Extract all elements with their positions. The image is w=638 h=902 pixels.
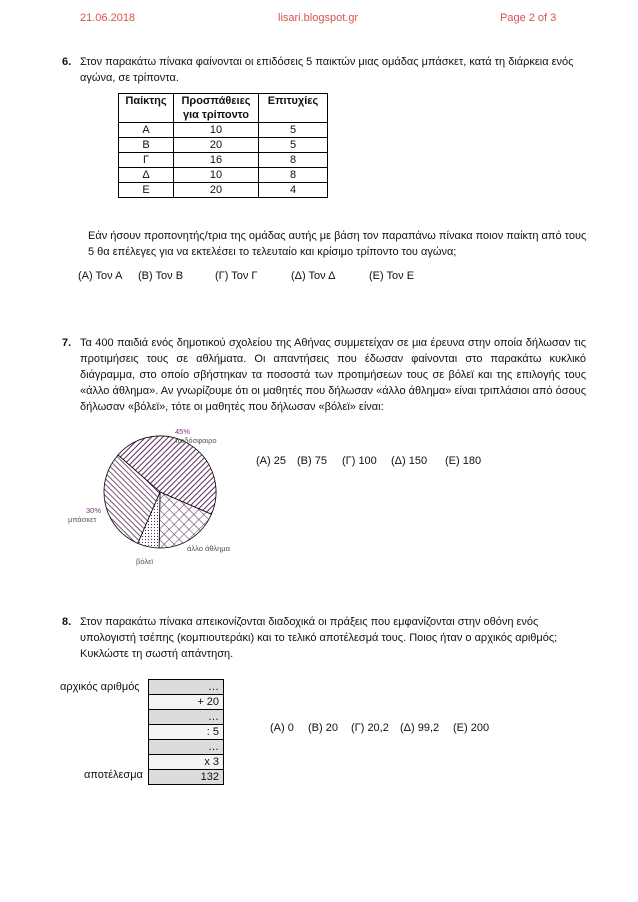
pie-label-basketball [68, 506, 102, 524]
q6-option-a[interactable]: (Α) Τον Α [78, 270, 123, 282]
table-row [119, 168, 328, 183]
calc-result-label: αποτέλεσμα [84, 769, 143, 781]
col-player: Παίκτης [119, 94, 174, 123]
q7-text [80, 335, 586, 415]
calc-cell-op: : 5 [148, 724, 224, 740]
q6-number: 6. [62, 56, 72, 68]
q7-option-b[interactable]: (Β) 75 [297, 455, 327, 467]
pie-percent-basketball: 30% [86, 506, 102, 515]
pie-name-football: ποδόσφαιρο [175, 436, 217, 445]
q7-option-e[interactable]: (Ε) 180 [445, 455, 482, 467]
q8-text-line: Στον παρακάτω πίνακα απεικονίζονται διαδοχικά οι πράξεις που εμφανίζονται στην οθόνη ενός [80, 616, 539, 628]
players-table [118, 93, 328, 198]
calc-cell-op: x 3 [148, 754, 224, 770]
q6-option-d[interactable]: (Δ) Τον Δ [291, 270, 336, 282]
table-cell: 20 [174, 183, 259, 198]
q6-option-b[interactable]: (Β) Τον Β [138, 270, 184, 282]
q7-option-d[interactable]: (Δ) 150 [391, 455, 428, 467]
q8-text-line: υπολογιστή τσέπης (κομπιουτεράκι) και το τελικό αποτέλεσμά τους. Ποιος ήταν ο αρχικός αριθμός; [80, 632, 558, 644]
table-cell: 20 [174, 138, 259, 153]
q6-text-line: Στον παρακάτω πίνακα φαίνονται οι επιδόσεις 5 παικτών μιας ομάδας μπάσκετ, κατά τη διάρκεια ενός [80, 56, 574, 68]
q6-text-line: αγώνα, σε τρίποντα. [80, 72, 179, 84]
q7-text-line: διάγραμμα, στο οποίο σβήστηκαν τα ποσοστά των προτιμήσεων τους σε βόλεϊ και της επιλογής τους [80, 369, 586, 381]
q8-option-a[interactable]: (Α) 0 [270, 722, 294, 734]
q7-text-line: προτιμήσεις τους σε αθλήματα. Οι απαντήσεις που έδωσαν φαίνονται στο παρακάτω κυκλικό [80, 353, 586, 365]
q8-number: 8. [62, 616, 72, 628]
col-attempts-line: Προσπάθειες [181, 95, 251, 107]
calc-cell-result: 132 [148, 769, 224, 785]
q6-question-line: Εάν ήσουν προπονητής/τρια της ομάδας αυτής με βάση τον παραπάνω πίνακα ποιον παίκτη από τους [88, 230, 587, 242]
q7-number: 7. [62, 337, 72, 349]
col-attempts [174, 94, 259, 123]
table-cell: Α [119, 123, 174, 138]
table-cell: 5 [259, 138, 328, 153]
header-site: lisari.blogspot.gr [278, 12, 359, 24]
q8-option-b[interactable]: (Β) 20 [308, 722, 338, 734]
q8-text [80, 614, 590, 662]
pie-label-football [175, 427, 217, 445]
table-cell: Δ [119, 168, 174, 183]
q6-option-e[interactable]: (Ε) Τον Ε [369, 270, 415, 282]
table-row [119, 153, 328, 168]
q7-option-c[interactable]: (Γ) 100 [342, 455, 377, 467]
q6-option-c[interactable]: (Γ) Τον Γ [215, 270, 258, 282]
calc-cell-start: … [148, 679, 224, 695]
table-cell: 8 [259, 153, 328, 168]
table-row [119, 123, 328, 138]
q6-text [80, 54, 590, 86]
table-cell: 10 [174, 123, 259, 138]
pie-label-volleyball: βόλεϊ [136, 557, 154, 566]
q8-option-d[interactable]: (Δ) 99,2 [400, 722, 440, 734]
pie-label-other: άλλο άθλημα [187, 544, 230, 553]
pie-name-basketball: μπάσκετ [68, 515, 97, 524]
table-header-row [119, 94, 328, 123]
sports-pie-chart [90, 430, 230, 560]
q8-option-c[interactable]: (Γ) 20,2 [351, 722, 389, 734]
calc-cell-value: … [148, 739, 224, 755]
table-row [119, 183, 328, 198]
q7-text-line: Τα 400 παιδιά ενός δημοτικού σχολείου της Αθήνας συμμετείχαν σε μια έρευνα στην οποία δήλωσαν τις [80, 337, 586, 349]
q7-text-line: «άλλο άθλημα». Αν γνωρίζουμε ότι οι μαθητές που δήλωσαν «άλλο άθλημα» είναι τριπλάσιοι από όσους [80, 385, 586, 397]
table-row [119, 138, 328, 153]
q7-text-line: δήλωσαν «βόλεϊ», τότε οι μαθητές που δήλωσαν «βόλεϊ» είναι: [80, 401, 384, 413]
pie-percent-football: 45% [175, 427, 191, 436]
q6-question-line: 5 θα επέλεγες για να εκτελέσει το τελευταίο και κρίσιμο τρίποντο του αγώνα; [88, 246, 457, 258]
table-cell: 5 [259, 123, 328, 138]
table-cell: 4 [259, 183, 328, 198]
table-cell: 8 [259, 168, 328, 183]
table-cell: Γ [119, 153, 174, 168]
table-cell: 16 [174, 153, 259, 168]
header-date: 21.06.2018 [80, 12, 136, 24]
col-attempts-line: για τρίποντο [182, 109, 250, 121]
table-cell: Β [119, 138, 174, 153]
calc-start-label: αρχικός αριθμός [60, 681, 140, 693]
q7-option-a[interactable]: (Α) 25 [256, 455, 286, 467]
col-successes: Επιτυχίες [259, 94, 328, 123]
q8-option-e[interactable]: (Ε) 200 [453, 722, 490, 734]
table-cell: 10 [174, 168, 259, 183]
table-cell: Ε [119, 183, 174, 198]
header-page: Page 2 of 3 [500, 12, 557, 24]
q8-text-line: Κυκλώστε τη σωστή απάντηση. [80, 648, 234, 660]
calc-cell-value: … [148, 709, 224, 725]
calc-cell-op: + 20 [148, 694, 224, 710]
q6-question [88, 228, 588, 260]
